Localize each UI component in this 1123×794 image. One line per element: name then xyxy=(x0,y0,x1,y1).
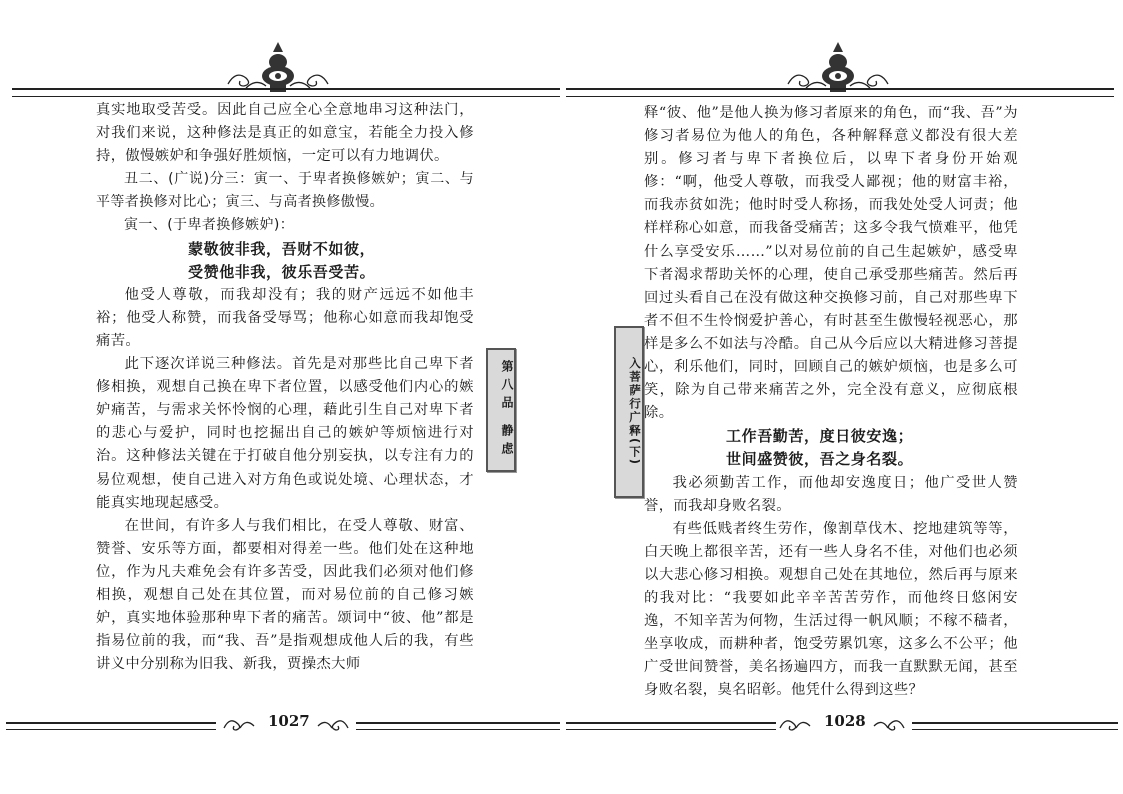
paragraph: 在世间，有许多人与我们相比，在受人尊敬、财富、赞誉、安乐等方面，都要相对得差一些。他们处在这种地位，作为凡夫难免会有许多苦受，因此我们必须对他们修相换，观想自己处在其位置，而对易位前的自己修习嫉妒，真实地体验那种卑下者的痛苦。颂词中“彼、他”都是指易位前的我，而“我、吾”是指观想成他人后的我，有些讲义中分别称为旧我、新我，贾操杰大师 xyxy=(96,517,474,673)
paragraph: 此下逐次详说三种修法。首先是对那些比自己卑下者修相换，观想自己换在卑下者位置，以感受他们内心的嫉妒痛苦，与需求关怀怜悯的心理，藉此引生自己对卑下者的悲心与爱护，同时也挖掘出自己的嫉妒等烦恼进行对治。这种修法关键在于打破自他分别妄执，以专注有力的易位观想，使自己进入对方角色或说处境、心理状态，才能真实地现起感受。 xyxy=(96,356,474,511)
section-heading: 丑二、(广说)分三：寅一、于卑者换修嫉妒；寅二、与平等者换修对比心；寅三、与高者换修傲慢。 xyxy=(96,171,474,211)
left-page xyxy=(0,0,561,794)
page-number: 1027 xyxy=(268,712,310,730)
book-title-side-tab: 入菩萨行广释(下) xyxy=(614,326,644,498)
section-heading: 寅一、(于卑者换修嫉妒)： xyxy=(124,217,295,234)
header-rule xyxy=(566,88,1114,97)
footer xyxy=(566,710,1118,738)
right-page xyxy=(562,0,1123,794)
footer-rule xyxy=(6,722,216,730)
chapter-side-tab: 第八品 静虑 xyxy=(486,348,516,472)
right-page-text xyxy=(644,102,1018,702)
cloud-ornament-icon xyxy=(868,712,908,734)
left-page-text xyxy=(96,99,474,676)
paragraph: 他受人尊敬，而我却没有；我的财产远远不如他丰裕；他受人称赞，而我备受辱骂；他称心如意而我却饱受痛苦。 xyxy=(96,286,474,349)
page-number: 1028 xyxy=(824,712,866,730)
cloud-ornament-icon xyxy=(220,712,260,734)
cloud-ornament-icon xyxy=(312,712,352,734)
verse-line: 工作吾勤苦，度日彼安逸； xyxy=(726,427,914,446)
paragraph: 我必须勤苦工作，而他却安逸度日；他广受世人赞誉，而我却身败名裂。 xyxy=(644,474,1018,514)
cloud-ornament-icon xyxy=(776,712,816,734)
paragraph: 释“彼、他”是他人换为修习者原来的角色，而“我、吾”为修习者易位为他人的角色，各种解释意义都没有很大差别。修习者与卑下者换位后，以卑下者身份开始观修：“啊，他受人尊敬，而我受人鄙视；他的财富丰裕，而我赤贫如洗；他时时受人称扬，而我处处受人诃责；他样样称心如意，而我备受痛苦；这多令我气愤难平，他凭什么享受安乐……”以对易位前的自己生起嫉妒，感受卑下者渴求帮助关怀的心理，使自己承受那些痛苦。然后再回过头看自己在没有做这种交换修习前，自己对那些卑下者不但不生怜悯爱护善心，有时甚至生傲慢轻视恶心，那样是多么不如法与冷酷。自己从今后应以大精进修习菩提心，利乐他们，同时，回顾自己的嫉妒烦恼，也是多么可笑，除为自己带来痛苦之外，完全没有意义，应彻底根除。 xyxy=(644,105,1018,422)
footer-rule xyxy=(356,722,560,730)
footer xyxy=(6,710,560,738)
verse-line: 受赞他非我，彼乐吾受苦。 xyxy=(188,262,376,281)
footer-rule xyxy=(912,722,1118,730)
header-rule xyxy=(12,88,560,97)
verse-line: 世间盛赞彼，吾之身名裂。 xyxy=(726,450,914,469)
verse-line: 蒙敬彼非我，吾财不如彼， xyxy=(188,239,376,258)
paragraph: 有些低贱者终生劳作，像割草伐木、挖地建筑等等，白天晚上都很辛苦，还有一些人身名不佳，对他们也必须以大悲心修习相换。观想自己处在其地位，然后再与原来的我对比：“我要如此辛辛苦苦劳作，而他终日悠闲安逸，不知辛苦为何物，生活过得一帆风顺；不稼不穑者，坐享收成，而耕种者，饱受劳累饥寒，这多么不公平；他广受世间赞誉，美名扬遍四方，而我一直默默无闻，甚至身败名裂，臭名昭彰。他凭什么得到这些？ xyxy=(644,520,1018,699)
footer-rule xyxy=(566,722,776,730)
paragraph: 真实地取受苦受。因此自己应全心全意地串习这种法门，对我们来说，这种修法是真正的如意宝，若能全力投入修持，傲慢嫉妒和争强好胜烦恼，一定可以有力地调伏。 xyxy=(96,102,474,165)
